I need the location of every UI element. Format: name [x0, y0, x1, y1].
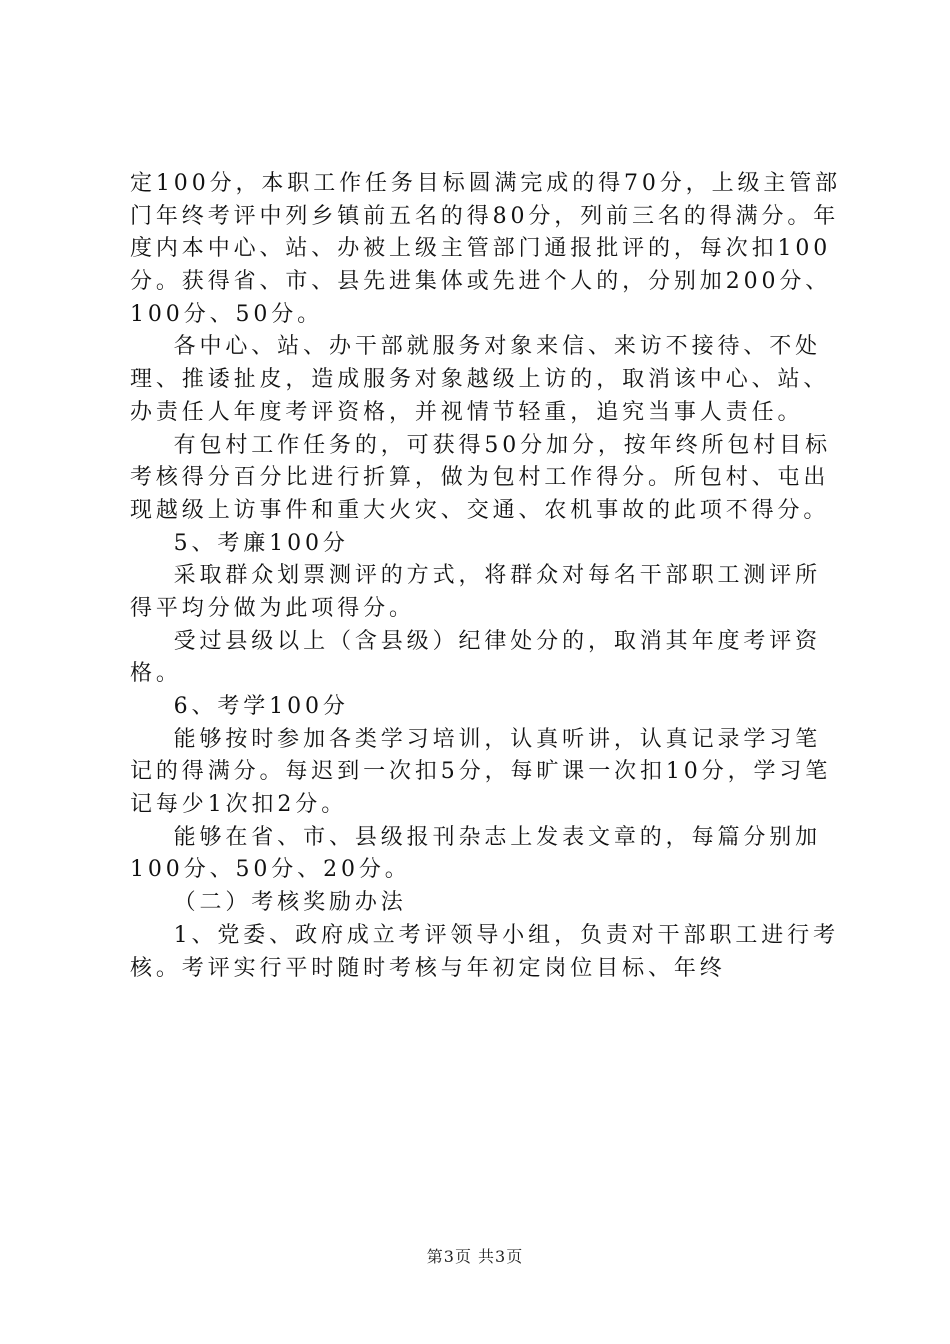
text-line: 能够在省、市、县级报刊杂志上发表文章的，每篇分别加 [130, 824, 822, 850]
text-line: 分。获得省、市、县先进集体或先进个人的，分别加200分、 [130, 269, 832, 295]
body-text [130, 168, 842, 985]
text-line: 记的得满分。每迟到一次扣5分，每旷课一次扣10分，学习笔 [130, 759, 832, 785]
text-line: 核。考评实行平时随时考核与年初定岗位目标、年终 [130, 955, 726, 981]
text-line: 采取群众划票测评的方式，将群众对每名干部职工测评所 [130, 563, 822, 589]
text-line: 定100分，本职工作任务目标圆满完成的得70分，上级主管部 [130, 171, 842, 196]
text-line: 能够按时参加各类学习培训，认真听讲，认真记录学习笔 [130, 726, 822, 752]
section-heading: （二）考核奖励办法 [130, 890, 407, 916]
text-line: 门年终考评中列乡镇前五名的得80分，列前三名的得满分。年 [130, 203, 840, 229]
text-line: 有包村工作任务的，可获得50分加分，按年终所包村目标 [130, 432, 831, 458]
section-heading: 6、考学100分 [130, 694, 349, 719]
text-line: 1、党委、政府成立考评领导小组，负责对干部职工进行考 [130, 922, 839, 948]
text-line: 理、推诿扯皮，造成服务对象越级上访的，取消该中心、站、 [130, 367, 830, 393]
text-line: 现越级上访事件和重大火灾、交通、农机事故的此项不得分。 [130, 497, 830, 523]
text-line: 100分、50分。 [130, 301, 324, 327]
page-number-footer: 第3页 共3页 [426, 1247, 524, 1266]
text-line: 得平均分做为此项得分。 [130, 595, 415, 621]
text-line: 各中心、站、办干部就服务对象来信、来访不接待、不处 [130, 334, 822, 360]
text-line: 受过县级以上（含县级）纪律处分的，取消其年度考评资 [130, 628, 822, 654]
text-line: 格。 [130, 661, 182, 687]
text-line: 记每少1次扣2分。 [130, 792, 348, 818]
text-line: 度内本中心、站、办被上级主管部门通报批评的，每次扣100 [130, 236, 832, 262]
text-line: 100分、50分、20分。 [130, 857, 411, 883]
text-line: 办责任人年度考评资格，并视情节轻重，追究当事人责任。 [130, 399, 804, 425]
text-line: 考核得分百分比进行折算，做为包村工作得分。所包村、屯出 [130, 465, 830, 491]
section-heading: 5、考廉100分 [130, 530, 349, 556]
